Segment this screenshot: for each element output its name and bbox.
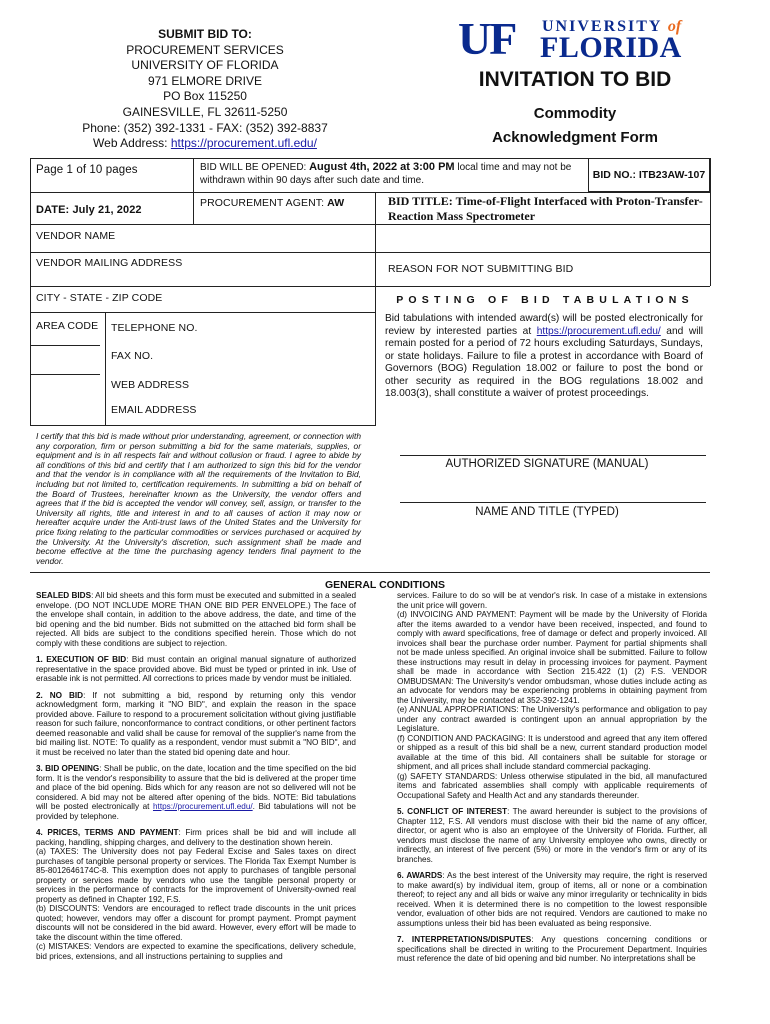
bid-title: BID TITLE: Time-of-Flight Interfaced with Proton-Transfer-Reaction Mass Spectrometer [388, 194, 703, 223]
submit-bid-address [70, 27, 340, 152]
procurement-agent: PROCUREMENT AGENT: AW [200, 197, 345, 209]
vendor-address-field[interactable]: VENDOR MAILING ADDRESS [36, 257, 183, 269]
rule [193, 158, 194, 224]
condition-prices: 4. PRICES, TERMS AND PAYMENT: Firm prices shall be bid and will include all packing, handling, shipping charges, and delivery to the destination shown herein. [36, 828, 356, 847]
web-address-label: Web Address: [93, 136, 171, 151]
page-title: INVITATION TO BID [478, 68, 672, 91]
procurement-link[interactable]: https://procurement.ufl.edu/ [152, 802, 253, 811]
bid-opening-notice: BID WILL BE OPENED: August 4th, 2022 at 3:00 PM local time and may not be withdrawn within 90 days after such date and time. [200, 161, 572, 186]
address-line: PROCUREMENT SERVICES [126, 42, 284, 57]
signature-line [400, 455, 706, 456]
telephone-field[interactable]: TELEPHONE NO. [111, 322, 198, 334]
city-state-zip-field[interactable]: CITY - STATE - ZIP CODE [36, 292, 163, 304]
fax-field[interactable]: FAX NO. [111, 350, 154, 362]
authorized-signature-label[interactable]: AUTHORIZED SIGNATURE (MANUAL) [445, 458, 649, 470]
web-address-field[interactable]: WEB ADDRESS [111, 379, 190, 391]
posting-title: POSTING OF BID TABULATIONS [396, 294, 694, 306]
web-address-line [70, 136, 340, 152]
name-title-line [400, 502, 706, 503]
page-count: Page 1 of 10 pages [36, 164, 138, 176]
condition-awards: 6. AWARDS: As the best interest of the University may require, the right is reserved to make award(s) by individual item, group of items, all or none or a combination thereof; to reject any and all bids or waive any minor irregularity or technicality in bids received. When it is determined there is no competition to the lowest responsible vendor, evaluation of other bids are not required. Vendors are cautioned to make no assumptions unless their bid has been evaluated as being responsive. [397, 871, 707, 928]
rule [30, 425, 375, 426]
uf-logo-florida: FLORIDA [540, 31, 682, 64]
condition-mistakes: (c) MISTAKES: Vendors are expected to examine the specifications, delivery schedule, bid prices, extensions, and all instructions pertaining to supplies and [36, 942, 356, 961]
issue-date: DATE: July 21, 2022 [36, 204, 142, 216]
procurement-link[interactable]: https://procurement.ufl.edu/ [170, 136, 317, 151]
area-code-field[interactable]: AREA CODE [36, 320, 99, 332]
rule [30, 312, 375, 313]
vendor-name-field[interactable]: VENDOR NAME [36, 230, 116, 242]
uf-logo [458, 13, 688, 64]
bid-number: BID NO.: ITB23AW-107 [592, 169, 706, 181]
condition-conflict: 5. CONFLICT OF INTEREST: The award hereunder is subject to the provisions of Chapter 112, F.S. All vendors must disclose with their bid the name of any officer, director, or agent who is also an employee of the University of Florida. Further, all vendors must disclose the name of any University employee who owns, directly or indirectly, an interest of five percent (5%) or more in the vendor's firm or any of its branches. [397, 807, 707, 864]
rule [30, 252, 710, 253]
condition-safety: (g) SAFETY STANDARDS: Unless otherwise stipulated in the bid, all manufactured items and fabricated assemblies shall comply with applicable requirements of Occupational Safety and Health Act and any standards thereunder. [397, 771, 707, 800]
bid-number-box [588, 158, 710, 192]
condition-invoicing: (d) INVOICING AND PAYMENT: Payment will be made by the University of Florida after the items awarded to a vendor have been received, inspected, and found to comply with award specifications, free of damage or defect and properly invoiced. All invoices shall bear the purchase order number. Payment for partial shipments shall not be made unless specified. An original invoice shall be submitted. Failure to follow these instructions may result in delay in processing invoices for payment. Payment shall be made in accordance with Section 215.422 (1) (2) F.S. VENDOR OMBUDSMAN: The University's vendor ombudsman, whose duties include acting as an advocate for vendors may be experiencing problems in obtaining payment from the University, may be contacted at 352-392-1241. [397, 610, 707, 705]
condition-discounts: (b) DISCOUNTS: Vendors are encouraged to reflect trade discounts in the unit prices quoted; however, vendors may offer a discount for prompt payment. Prompt payment discounts will not be considered in the bid award. However, every effort will be made to take the discount within the time offered. [36, 904, 356, 942]
condition-packaging: (f) CONDITION AND PACKAGING: It is understood and agreed that any item offered or shipped as a result of this bid shall be a new, current standard production model available at the time of this bid. All containers shall be suitable for storage or shipment, and all prices shall include standard commercial packaging. [397, 733, 707, 771]
rule [30, 374, 100, 375]
rule [710, 158, 711, 286]
address-line: 971 ELMORE DRIVE [147, 73, 263, 88]
conditions-column-right [397, 591, 707, 964]
condition-appropriations: (e) ANNUAL APPROPRIATIONS: The University's performance and obligation to pay under any contract awarded is contingent upon an annual appropriation by the Legislature. [397, 705, 707, 733]
condition-mistakes-cont: services. Failure to do so will be at vendor's risk. In case of a mistake in extensions the unit price will govern. [397, 591, 707, 610]
rule [30, 286, 710, 287]
condition-bid-opening: 3. BID OPENING: Shall be public, on the date, location and the time specified on the bid form. It is the vendor's responsibility to assure that the bid is delivered at the proper time and place of the bid opening. Bids which for any reason are not so delivered will not be considered. A bid may not be altered after opening of the bids. NOTE: Bid tabulations will be posted electronically at https://procurement.ufl.edu/. Bid tabulations will not be provided by telephone. [36, 764, 356, 821]
uf-logo-mark: UF [458, 13, 516, 64]
condition-interpretations: 7. INTERPRETATIONS/DISPUTES: Any questions concerning conditions or specifications shall be directed in writing to the Procurement Department. Inquiries must reference the date of bid opening and bid number. No interpretations shall be [397, 935, 708, 963]
address-line: Phone: (352) 392-1331 - FAX: (352) 392-8837 [82, 120, 328, 135]
condition-sealed-bids: SEALED BIDS: All bid sheets and this form must be executed and submitted in a sealed envelope. (DO NOT INCLUDE MORE THAN ONE BID PER ENVELOPE.) The face of the envelope shall contain, in addition to the above address, the date, and time of the bid opening and the bid number. Bids not submitted on the attached bid form shall be rejected. All bids are subject to the conditions specified herein. Those which do not comply with these conditions are subject to rejection. [36, 591, 357, 648]
uf-logo-university: UNIVERSITY of [542, 18, 682, 35]
name-title-label[interactable]: NAME AND TITLE (TYPED) [475, 506, 619, 518]
no-bid-reason-field[interactable]: REASON FOR NOT SUBMITTING BID [388, 263, 574, 275]
rule [30, 192, 710, 193]
form-subtitle: Commodity Acknowledgment Form [492, 105, 658, 146]
rule [30, 224, 710, 225]
bid-opening-date: August 4th, 2022 at 3:00 PM [309, 161, 455, 173]
rule [30, 345, 100, 346]
rule [105, 312, 106, 426]
address-line: PO Box 115250 [163, 89, 247, 104]
rule [30, 572, 710, 573]
address-line: UNIVERSITY OF FLORIDA [131, 58, 279, 73]
posting-text: Bid tabulations with intended award(s) will be posted electronically for review by interested parties at https://procurement.ufl.edu/ and will remain posted for a period of 72 hours excluding Saturdays, Sundays, or state holidays. Failure to file a protest in accordance with Board of Governors (BOG) Regulation 18.002 or failure to post the bond or other security as required in the BOG regulations 18.002 and 18.003(3), shall constitute a waiver of protest proceedings. [385, 313, 703, 399]
email-field[interactable]: EMAIL ADDRESS [111, 404, 197, 416]
general-conditions-title: GENERAL CONDITIONS [325, 579, 445, 591]
condition-no-bid: 2. NO BID: If not submitting a bid, respond by returning only this vendor acknowledgment form, marking it "NO BID", and explain the reason in the space provided above. Failure to respond to a procurement solicitation without giving justifiable reason for such failure, nonconformance to contract conditions, or other pertinent factors deemed reasonable and valid shall be cause for removal of the supplier's name from the bid mailing list. NOTE: To qualify as a respondent, vendor must submit a "NO BID", and it must be received no later than the stated bid opening date and hour. [36, 690, 356, 757]
address-line: GAINESVILLE, FL 32611-5250 [122, 104, 288, 119]
condition-execution: 1. EXECUTION OF BID: Bid must contain an original manual signature of authorized representative in the space provided above. Bid must be typed or printed in ink. Use of erasable ink is not permitted. All corrections to prices made by vendor must be initialed. [36, 655, 357, 683]
submit-heading: SUBMIT BID TO: [158, 27, 252, 41]
conditions-column-left [36, 591, 356, 961]
procurement-link[interactable]: https://procurement.ufl.edu/ [536, 325, 661, 337]
rule [30, 158, 31, 426]
certification-statement: I certify that this bid is made without prior understanding, agreement, or connection with any corporation, firm or person submitting a bid for the same materials, supplies, or equipment and is in all respects fair and without collusion or fraud. I agree to abide by all conditions of this bid and certify that I am authorized to sign this bid for the vendor and that the vendor is in compliance with all the requirements of the Invitation to Bid, including but not limited to, certification requirements. In submitting a bid on behalf of the Board of Trustees, hereinafter known as the University, the vendor offers and agrees that if the bid is accepted the vendor will convey, sell, assign, or transfer to the University all rights, title and interest in and to all causes of action it may now or hereafter acquire under the Anti-trust laws of the United States and the University for price fixing relating to the particular commodities or services purchased or acquired by the University. At the University's discretion, such assignment shall be made and become effective at the time the purchasing agency tenders final payment to the vendor. [36, 431, 361, 566]
rule [375, 192, 376, 426]
condition-taxes: (a) TAXES: The University does not pay Federal Excise and Sales taxes on direct purchases of tangible personal property or services. The Florida Tax Exempt Number is 85-8012646174C-8. This exemption does not apply to purchases of tangible personal property or services made by vendors who use the tangible personal property or services in the performance of contracts for the improvement of University-owned real property as defined in Chapter 192, F.S. [36, 847, 356, 904]
